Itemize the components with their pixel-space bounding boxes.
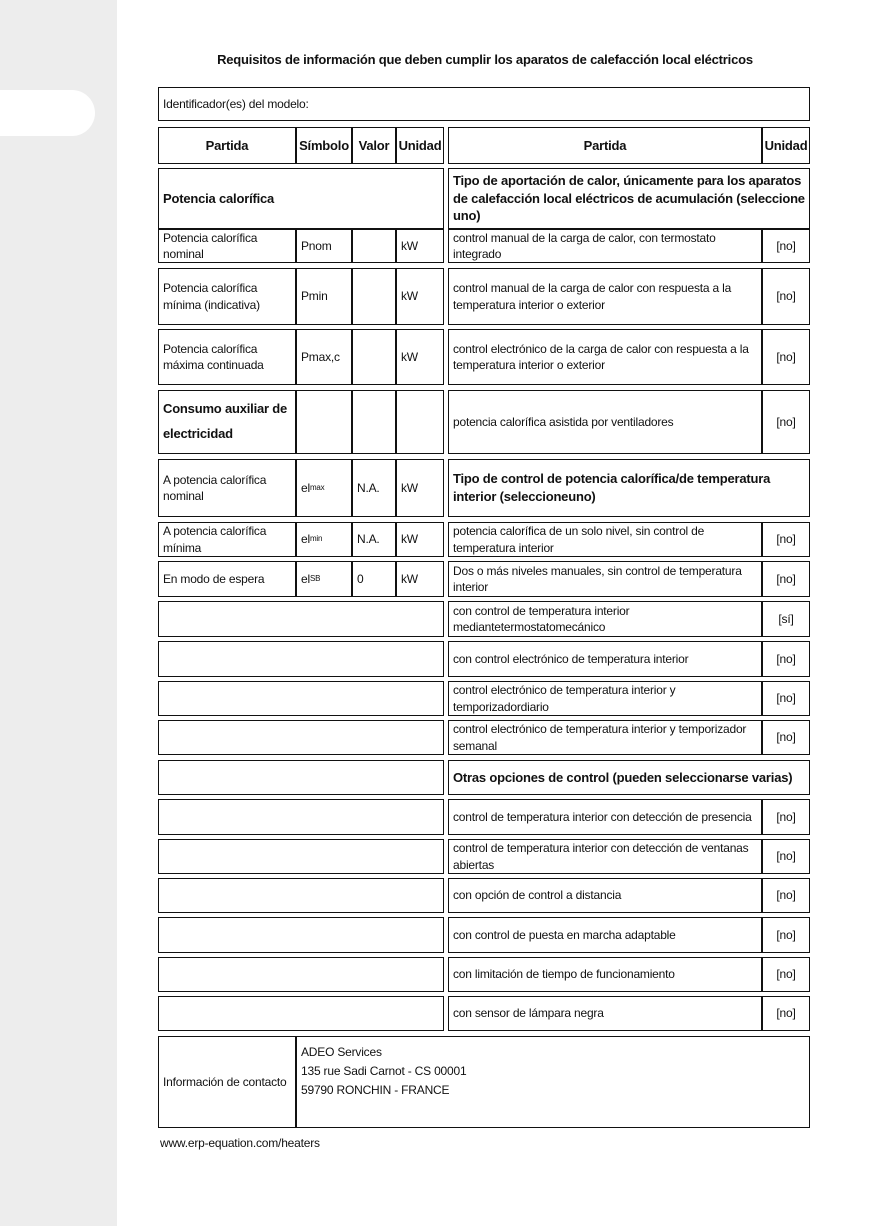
- g2-item-unit: [sí]: [762, 601, 810, 637]
- g2-item-label: control electrónico de temperatura interior y temporizadordiario: [448, 681, 762, 716]
- model-id-row: [158, 87, 810, 121]
- header-unidad: Unidad: [396, 127, 444, 164]
- g1-item-unit: [no]: [762, 390, 810, 454]
- right-heading-otras: Otras opciones de control (pueden seleccionarse varias): [448, 760, 810, 795]
- row-elmin-symbol: [296, 522, 352, 557]
- g2-item-unit: [no]: [762, 641, 810, 677]
- row-pmax-label: Potencia calorífica máxima continuada: [158, 329, 296, 385]
- row-pnom-unit: kW: [396, 229, 444, 263]
- g2-item-label: con control de temperatura interior mediantetermostatomecánico: [448, 601, 762, 637]
- right-heading-control: Tipo de control de potencia calorífica/de temperatura interior (seleccioneuno): [448, 459, 810, 517]
- g1-item-unit: [no]: [762, 268, 810, 325]
- g3-item-unit: [no]: [762, 878, 810, 913]
- row-pnom-symbol: Pnom: [296, 229, 352, 263]
- empty-left-row: [158, 878, 444, 913]
- side-tab: [0, 90, 95, 136]
- row-elmax-unit: kW: [396, 459, 444, 517]
- row-elmin-value: N.A.: [352, 522, 396, 557]
- g2-item-label: potencia calorífica de un solo nivel, sin control de temperatura interior: [448, 522, 762, 557]
- row-pmin-label: Potencia calorífica mínima (indicativa): [158, 268, 296, 325]
- empty-left-row: [158, 681, 444, 716]
- consumo-empty-symbol: [296, 390, 352, 454]
- g1-item-label: control manual de la carga de calor, con termostato integrado: [448, 229, 762, 263]
- row-elsb-value: 0: [352, 561, 396, 597]
- g2-item-unit: [no]: [762, 561, 810, 597]
- empty-left-row: [158, 601, 444, 637]
- elmin-symbol-base: el: [301, 532, 310, 547]
- header-partida: Partida: [158, 127, 296, 164]
- header-partida-right: Partida: [448, 127, 762, 164]
- row-elmin-label: A potencia calorífica mínima: [158, 522, 296, 557]
- right-heading-aportacion: Tipo de aportación de calor, únicamente para los aparatos de calefacción local eléctricos de acumulación (seleccione uno): [448, 168, 810, 229]
- contact-label: Información de contacto: [158, 1036, 296, 1128]
- contact-line: 135 rue Sadi Carnot - CS 00001: [301, 1064, 467, 1079]
- g1-item-unit: [no]: [762, 329, 810, 385]
- g1-item-label: control manual de la carga de calor con respuesta a la temperatura interior o exterior: [448, 268, 762, 325]
- g3-item-unit: [no]: [762, 957, 810, 992]
- consumo-empty-unit: [396, 390, 444, 454]
- side-strip: [0, 0, 117, 1226]
- row-pmax-unit: kW: [396, 329, 444, 385]
- g2-item-unit: [no]: [762, 720, 810, 755]
- empty-left-row: [158, 917, 444, 953]
- row-elsb-unit: kW: [396, 561, 444, 597]
- empty-left-row: [158, 799, 444, 835]
- elmax-symbol-base: el: [301, 480, 310, 495]
- header-simbolo: Símbolo: [296, 127, 352, 164]
- elmin-symbol-sub: min: [309, 534, 323, 544]
- g3-item-label: con sensor de lámpara negra: [448, 996, 762, 1031]
- elsb-symbol-sub: SB: [309, 573, 321, 583]
- row-pmin-value: [352, 268, 396, 325]
- g2-item-unit: [no]: [762, 681, 810, 716]
- empty-left-row: [158, 641, 444, 677]
- g3-item-label: control de temperatura interior con detección de ventanas abiertas: [448, 839, 762, 874]
- contact-line: ADEO Services: [301, 1045, 382, 1059]
- consumo-heading: Consumo auxiliar de electricidad: [158, 390, 296, 454]
- g2-item-label: con control electrónico de temperatura interior: [448, 641, 762, 677]
- row-pnom-label: Potencia calorífica nominal: [158, 229, 296, 263]
- g3-item-unit: [no]: [762, 799, 810, 835]
- empty-left-row: [158, 720, 444, 755]
- contact-details: [296, 1036, 810, 1128]
- g3-item-unit: [no]: [762, 996, 810, 1031]
- footer-url[interactable]: www.erp-equation.com/heaters: [160, 1136, 320, 1150]
- row-elmax-label: A potencia calorífica nominal: [158, 459, 296, 517]
- g3-item-label: con control de puesta en marcha adaptable: [448, 917, 762, 953]
- row-pmax-value: [352, 329, 396, 385]
- g1-item-label: potencia calorífica asistida por ventiladores: [448, 390, 762, 454]
- g3-item-label: con opción de control a distancia: [448, 878, 762, 913]
- elsb-symbol-base: el: [301, 571, 310, 586]
- row-pmax-symbol: Pmax,c: [296, 329, 352, 385]
- row-elsb-label: En modo de espera: [158, 561, 296, 597]
- row-elmax-symbol: [296, 459, 352, 517]
- empty-left-row: [158, 957, 444, 992]
- model-id-label: Identificador(es) del modelo:: [163, 96, 309, 111]
- header-unidad-right: Unidad: [762, 127, 810, 164]
- page-title: Requisitos de información que deben cumplir los aparatos de calefacción local eléctricos: [217, 52, 753, 67]
- g3-item-label: con limitación de tiempo de funcionamiento: [448, 957, 762, 992]
- elmax-symbol-sub: max: [309, 482, 325, 492]
- consumo-empty-value: [352, 390, 396, 454]
- g3-item-unit: [no]: [762, 917, 810, 953]
- row-pnom-value: [352, 229, 396, 263]
- row-elmax-value: N.A.: [352, 459, 396, 517]
- empty-left-row: [158, 839, 444, 874]
- g2-item-unit: [no]: [762, 522, 810, 557]
- contact-line: 59790 RONCHIN - FRANCE: [301, 1083, 450, 1098]
- row-pmin-unit: kW: [396, 268, 444, 325]
- empty-left-row: [158, 996, 444, 1031]
- g1-item-unit: [no]: [762, 229, 810, 263]
- g1-item-label: control electrónico de la carga de calor con respuesta a la temperatura interior o exterior: [448, 329, 762, 385]
- row-elsb-symbol: [296, 561, 352, 597]
- g2-item-label: Dos o más niveles manuales, sin control de temperatura interior: [448, 561, 762, 597]
- empty-left-row: [158, 760, 444, 795]
- row-elmin-unit: kW: [396, 522, 444, 557]
- g3-item-unit: [no]: [762, 839, 810, 874]
- row-pmin-symbol: Pmin: [296, 268, 352, 325]
- g3-item-label: control de temperatura interior con detección de presencia: [448, 799, 762, 835]
- header-valor: Valor: [352, 127, 396, 164]
- g2-item-label: control electrónico de temperatura interior y temporizador semanal: [448, 720, 762, 755]
- potencia-heading: Potencia calorífica: [158, 168, 444, 229]
